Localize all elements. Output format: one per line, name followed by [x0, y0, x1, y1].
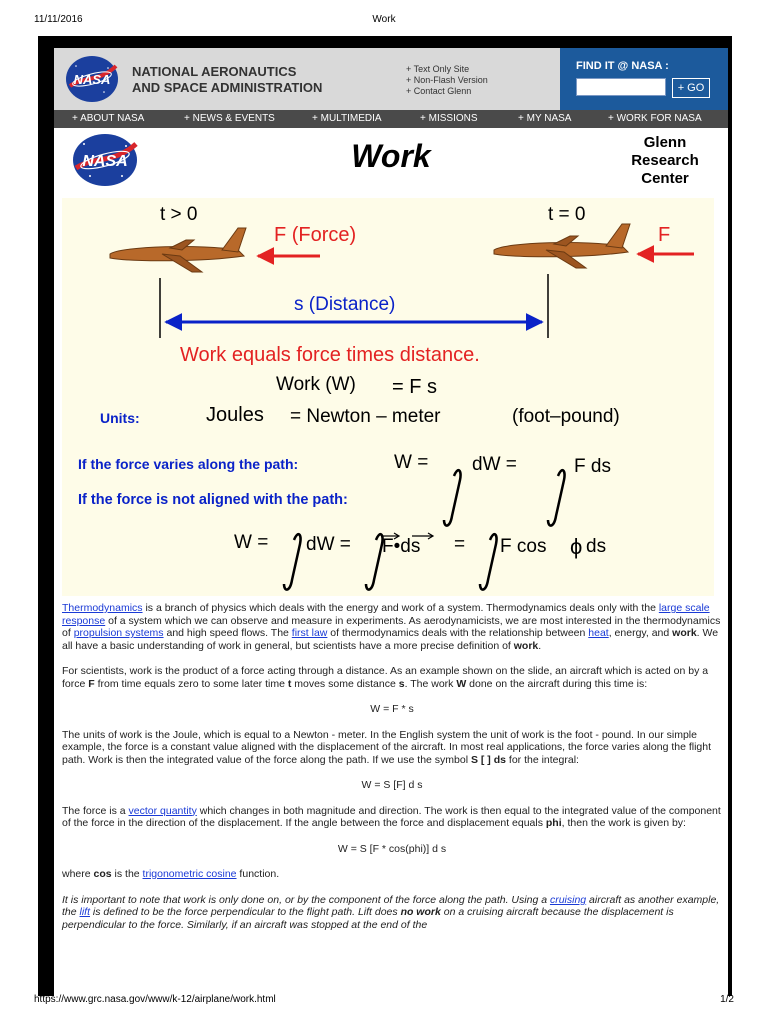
bold-term: work	[672, 627, 697, 639]
slide-headline: Work equals force times distance.	[180, 344, 480, 366]
nav-about-nasa[interactable]: + ABOUT NASA	[72, 113, 145, 124]
link-text-only-site[interactable]: + Text Only Site	[406, 64, 470, 74]
time-label-right: t = 0	[548, 204, 586, 225]
text-span: is defined to be the force perpendicular to the flight path. Lift does	[90, 906, 401, 918]
main-nav	[54, 110, 728, 128]
agency-name[interactable]	[132, 64, 322, 96]
units-joules: Joules	[206, 404, 264, 426]
aircraft-right-icon	[494, 224, 630, 268]
link-heat[interactable]: heat	[588, 627, 609, 639]
paragraph-vector	[62, 805, 722, 830]
text-span: on a cruising aircraft because the displacement is perpendicular to the force. Similarly, if an aircraft was stopped at the end of the	[62, 906, 674, 931]
text-span: is a branch of physics which deals with the energy and work of a system. Thermodynamics deals only with the	[142, 602, 659, 614]
paragraph-definition	[62, 665, 722, 690]
units-label: Units:	[100, 410, 140, 426]
equation-work-simple: W = F * s	[370, 703, 414, 715]
not-aligned-w: W =	[234, 532, 269, 553]
nav-multimedia[interactable]: + MULTIMEDIA	[312, 113, 382, 124]
print-title: Work	[372, 14, 396, 25]
text-span: aircraft as another example, the	[62, 893, 720, 918]
text-span: from time equals zero to some later time	[94, 677, 288, 690]
equation-work-cosine: W = S [F * cos(phi)] d s	[337, 842, 447, 855]
integral-sign	[284, 534, 301, 589]
link-first-law[interactable]: first law	[291, 627, 328, 639]
not-aligned-equals: =	[454, 534, 466, 555]
time-label-left: t > 0	[160, 204, 198, 225]
units-foot-pound: (foot–pound)	[512, 406, 620, 427]
bold-term: s	[398, 677, 405, 690]
print-date: 11/11/2016	[34, 14, 83, 25]
varies-fds: F ds	[574, 456, 611, 477]
force-label: F (Force)	[274, 224, 357, 246]
text-span: , then the work is given by:	[561, 817, 686, 829]
text-span: function.	[236, 868, 280, 880]
bold-term: W	[456, 677, 467, 690]
search-input[interactable]	[576, 78, 666, 96]
nasa-logo[interactable]	[64, 54, 120, 104]
not-aligned-fds: F•ds	[382, 536, 421, 557]
text-span: The force is a	[62, 804, 129, 817]
not-aligned-dw: dW =	[306, 534, 351, 555]
page-title: Work	[351, 138, 431, 174]
bold-term: S [ ] ds	[470, 753, 506, 766]
center-line-2: Research	[631, 152, 699, 169]
not-aligned-ds: ds	[586, 536, 607, 557]
text-span: which changes in both magnitude and direction. The work is then equal to the integrated value of the component of the force in the direction of the displacement. If the angle between the force and displacement equals	[62, 804, 721, 829]
paragraph-cosine	[62, 868, 722, 881]
bold-term: no work	[400, 906, 441, 918]
print-page-number: 1/2	[720, 994, 734, 1005]
integral-sign	[548, 470, 565, 525]
print-url: https://www.grc.nasa.gov/www/k-12/airplane/work.html	[34, 994, 276, 1005]
integral-sign	[444, 470, 461, 525]
bold-term: phi	[545, 817, 562, 829]
link-large-scale-response[interactable]: large scale response	[62, 602, 710, 627]
link-cruising[interactable]: cruising	[549, 893, 587, 906]
text-span: . The work	[404, 677, 457, 690]
text-span: It is important to note that work is only done on, or by the component of the force along the path. Using a	[62, 893, 550, 906]
nav-my-nasa[interactable]: + MY NASA	[518, 113, 572, 124]
paragraph-thermodynamics	[62, 602, 722, 652]
agency-line-2: AND SPACE ADMINISTRATION	[132, 80, 323, 95]
link-lift[interactable]: lift	[79, 906, 91, 918]
go-button[interactable]: + GO	[672, 78, 710, 98]
quick-links	[406, 64, 488, 97]
not-aligned-phi: ϕ	[570, 534, 583, 559]
varies-w: W =	[394, 452, 429, 473]
units-newton-meter: = Newton – meter	[290, 406, 441, 427]
article-body	[62, 602, 722, 944]
bold-term: t	[287, 677, 292, 690]
find-it-panel	[560, 48, 728, 110]
not-aligned-fcos: F cos	[500, 536, 547, 557]
nav-work-for-nasa[interactable]: + WORK FOR NASA	[608, 113, 702, 124]
text-span: of a system which we can observe and measure in experiments. As aerodynamicists, we are most interested in the thermodynamics of	[62, 614, 721, 639]
page-content	[54, 48, 728, 996]
paragraph-units	[62, 729, 722, 767]
work-label: Work (W)	[276, 374, 356, 395]
work-slide	[62, 198, 714, 596]
link-contact-glenn[interactable]: + Contact Glenn	[406, 86, 472, 96]
text-span: . We all have a basic understanding of work in general, but scientists have a more precise definition of	[62, 627, 719, 652]
text-span: where	[62, 868, 94, 880]
bold-term: cos	[93, 868, 112, 880]
nasa-header-bar	[54, 48, 728, 110]
text-span: The units of work is the Joule, which is equal to a Newton - meter. In the English system the unit of work is the foot - pound. In our simple example, the force is a constant value aligned with the displacement of the aircraft. In most real applications, the force varies along the flight path. Work is then the integrated value of the force along the path. If we use the symbol	[62, 728, 712, 766]
work-equation: = F s	[392, 376, 438, 398]
paragraph-note	[62, 894, 722, 932]
agency-line-1: NATIONAL AERONAUTICS	[132, 64, 297, 79]
text-span: moves some distance	[291, 677, 399, 690]
link-trigonometric-cosine[interactable]: trigonometric cosine	[142, 868, 237, 880]
text-span: and high speed flows. The	[163, 627, 292, 639]
glenn-research-center	[620, 134, 710, 188]
link-vector-quantity[interactable]: vector quantity	[128, 804, 197, 817]
nav-news-events[interactable]: + NEWS & EVENTS	[184, 113, 275, 124]
center-line-3: Center	[641, 170, 689, 187]
text-span: done on the aircraft during this time is:	[466, 677, 648, 690]
text-span: For scientists, work is the product of a force acting through a distance. As an example shown on the slide, an aircraft which is acted on by a force	[62, 665, 709, 690]
text-span: of thermodynamics deals with the relationship between	[327, 627, 589, 639]
nasa-logo-text: NASA	[73, 72, 111, 87]
text-span: , energy, and	[608, 627, 673, 639]
link-non-flash-version[interactable]: + Non-Flash Version	[406, 75, 488, 85]
integral-sign	[480, 534, 497, 589]
bold-term: F	[88, 677, 95, 690]
bold-term: work	[513, 639, 539, 652]
nasa-logo-large-text: NASA	[82, 153, 128, 170]
varies-label: If the force varies along the path:	[78, 456, 299, 472]
aircraft-left-icon	[110, 228, 246, 272]
varies-dw: dW =	[472, 454, 517, 475]
link-propulsion-systems[interactable]: propulsion systems	[73, 627, 164, 639]
grc-header	[54, 128, 728, 192]
center-line-1: Glenn	[643, 134, 687, 151]
text-span: .	[538, 639, 542, 652]
distance-label: s (Distance)	[294, 294, 396, 315]
text-span: is the	[111, 868, 143, 880]
text-span: for the integral:	[505, 753, 579, 766]
equation-work-integral: W = S [F] d s	[361, 779, 423, 791]
find-it-label: FIND IT @ NASA :	[576, 60, 669, 72]
not-aligned-label: If the force is not aligned with the path:	[78, 492, 348, 508]
link-thermodynamics[interactable]: Thermodynamics	[62, 602, 143, 614]
integral-sign	[366, 534, 383, 589]
force-label-right: F	[658, 224, 671, 246]
nav-missions[interactable]: + MISSIONS	[420, 113, 478, 124]
